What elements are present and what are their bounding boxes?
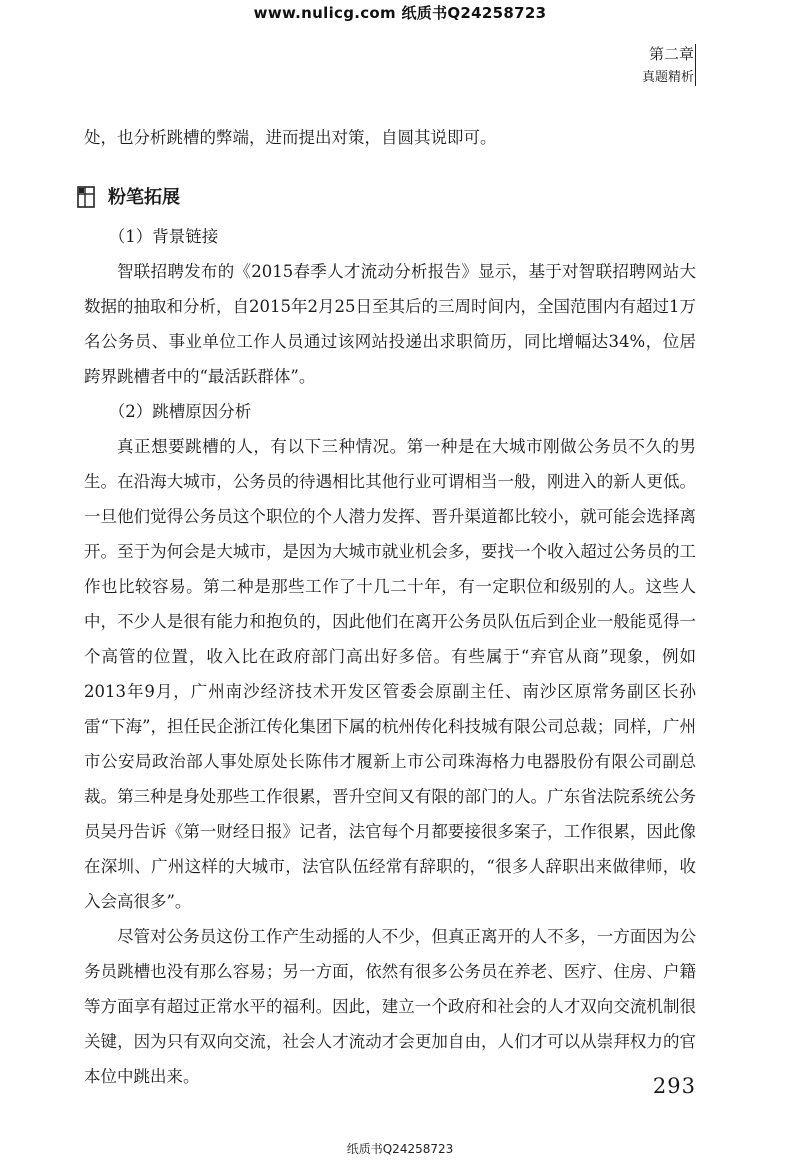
section-heading (84, 177, 696, 217)
bottom-watermark: 纸质书Q24258723 (346, 1142, 454, 1156)
top-watermark: www.nulicg.com 纸质书Q24258723 (253, 4, 547, 22)
paragraph-conclusion: 尽管对公务员这份工作产生动摇的人不少，但真正离开的人不多，一方面因为公务员跳槽也没有那么容易；另一方面，依然有很多公务员在养老、医疗、住房、户籍等方面享有超过正常水平的福利。因此，建立一个政府和社会的人才双向交流机制很关键，因为只有双向交流，社会人才流动才会更加自由，人们才可以从崇拜权力的官本位中跳出来。 (84, 927, 696, 1086)
running-head (642, 42, 694, 90)
section-heading-text: 粉笔拓展 (108, 186, 180, 208)
bookmark-icon (76, 185, 98, 209)
section-label: 真题精析 (641, 70, 694, 85)
paragraph-background: 智联招聘发布的《2015春季人才流动分析报告》显示，基于对智联招聘网站大数据的抽取和分析，自2015年2月25日至其后的三周时间内，全国范围内有超过1万名公务员、事业单位工作人员通过该网站投递出求职简历，同比增幅达34%，位居跨界跳槽者中的“最活跃群体”。 (84, 262, 696, 386)
paragraph-reasons: 真正想要跳槽的人，有以下三种情况。第一种是在大城市刚做公务员不久的男生。在沿海大城市，公务员的待遇相比其他行业可谓相当一般，刚进入的新人更低。一旦他们觉得公务员这个职位的个人潜力发挥、晋升渠道都比较小，就可能会选择离开。至于为何会是大城市，是因为大城市就业机会多，要找一个收入超过公务员的工作也比较容易。第二种是那些工作了十几二十年，有一定职位和级别的人。这些人中，不少人是很有能力和抱负的，因此他们在离开公务员队伍后到企业一般能觅得一个高管的位置，收入比在政府部门高出好多倍。有些属于“弃官从商”现象，例如2013年9月，广州南沙经济技术开发区管委会原副主任、南沙区原常务副区长孙雷“下海”，担任民企浙江传化集团下属的杭州传化科技城有限公司总裁；同样，广州市公安局政治部人事处原处长陈伟才履新上市公司珠海格力电器股份有限公司副总裁。第三种是身处那些工作很累，晋升空间又有限的部门的人。广东省法院系统公务员吴丹告诉《第一财经日报》记者，法官每个月都要接很多案子，工作很累，因此像在深圳、广州这样的大城市，法官队伍经常有辞职的，“很多人辞职出来做律师，收入会高很多”。 (84, 437, 696, 911)
chapter-label: 第二章 (648, 45, 694, 63)
page-body (84, 120, 696, 1094)
running-head-rule (695, 44, 697, 86)
intro-line: 处，也分析跳槽的弊端，进而提出对策，自圆其说即可。 (84, 128, 497, 147)
page-number: 293 (652, 1074, 696, 1098)
subheading-reasons: （2）跳槽原因分析 (108, 402, 252, 421)
subheading-background: （1）背景链接 (108, 227, 219, 246)
